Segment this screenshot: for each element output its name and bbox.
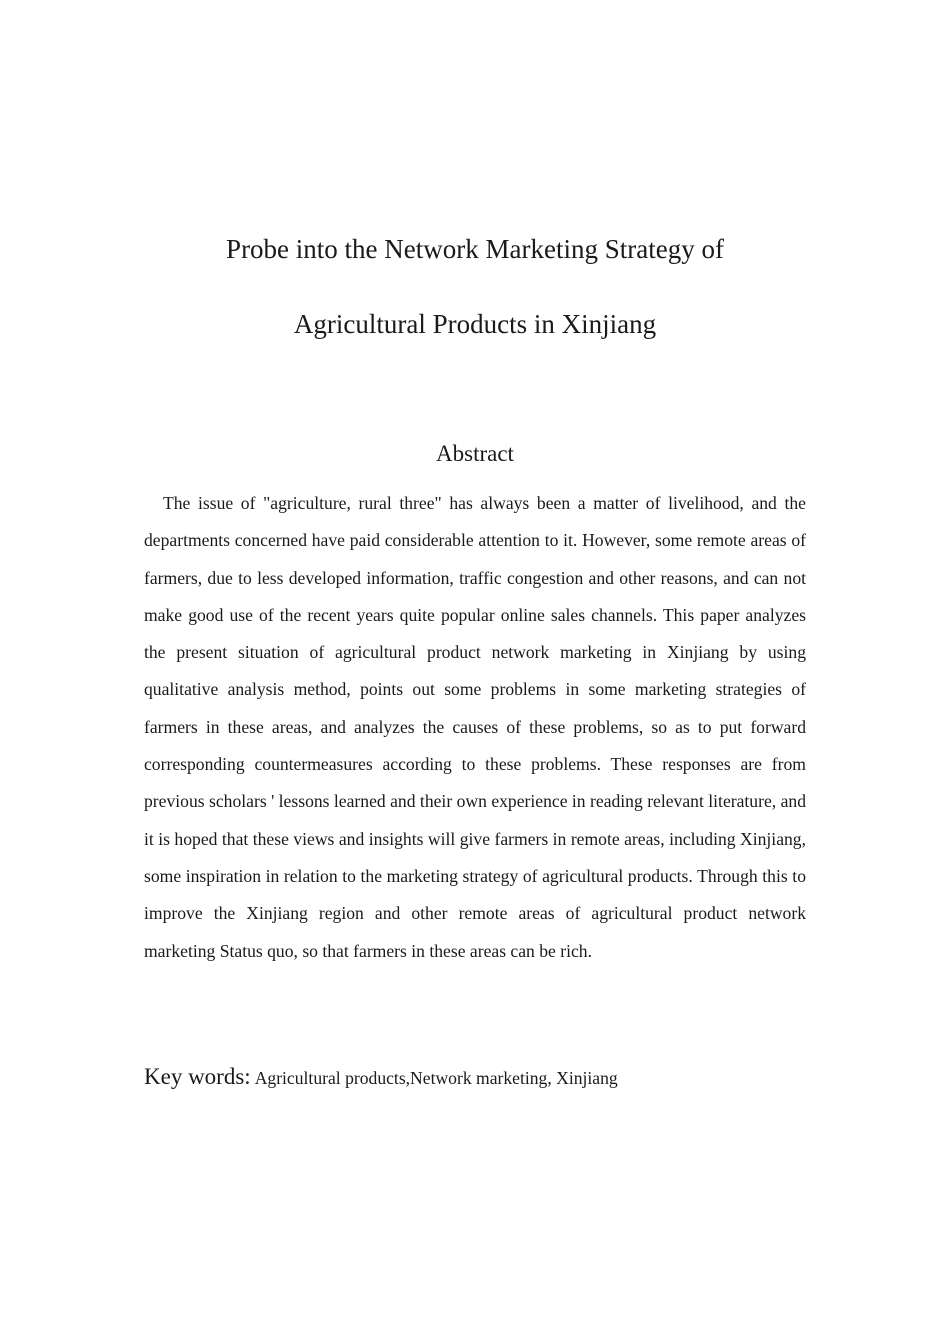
paper-title-line-2: Agricultural Products in Xinjiang [293,309,657,339]
keywords-label: Key words: [144,1064,251,1089]
keywords-values: Agricultural products,Network marketing, Xinjiang [254,1068,618,1088]
keywords-line [144,1061,806,1096]
abstract-heading: Abstract [436,441,514,466]
abstract-body: The issue of "agriculture, rural three" has always been a matter of livelihood, and the departments concerned have paid considerable attention to it. However, some remote areas of farmers, due to less developed information, traffic congestion and other reasons, and can not make good use of the recent years quite popular online sales channels. This paper analyzes the present situation of agricultural product network marketing in Xinjiang by using qualitative analysis method, points out some problems in some marketing strategies of farmers in these areas, and analyzes the causes of these problems, so as to put forward corresponding countermeasures according to these problems. These responses are from previous scholars ' lessons learned and their own experience in reading relevant literature, and it is hoped that these views and insights will give farmers in remote areas, including Xinjiang, some inspiration in relation to the marketing strategy of agricultural products. Through this to improve the Xinjiang region and other remote areas of agricultural product network marketing Status quo, so that farmers in these areas can be rich. [144,493,806,961]
paper-title-line-1: Probe into the Network Marketing Strategy of [226,234,724,264]
